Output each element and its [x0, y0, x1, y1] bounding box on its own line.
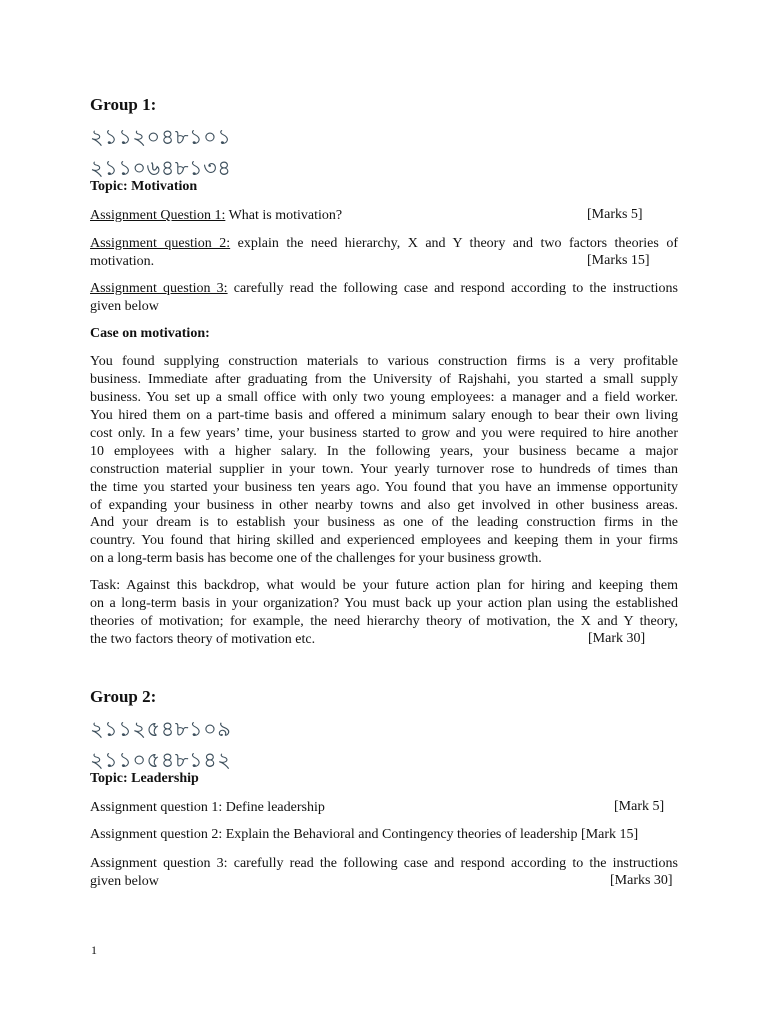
- group-2-question-2: Assignment question 2: Explain the Behavioral and Contingency theories of leadership [Mark 15]: [90, 827, 639, 842]
- group-2-question-3-marks: [Marks 30]: [610, 873, 673, 888]
- case-line: And your dream is to establish your business as one of the leading construction firms in the: [90, 515, 678, 530]
- question-text: What is motivation?: [225, 208, 343, 223]
- question-label: Assignment Question 1:: [90, 208, 226, 223]
- case-line: country. You found that hiring skilled and experienced employees and keeping them in your firms: [90, 533, 678, 548]
- group-1-id-2: ২১১০৬৪৮১৩৪: [90, 156, 232, 180]
- case-line: cost only. In a few years’ time, your business started to grow and you were required to hire another: [90, 426, 678, 441]
- group-1-question-2-line-2: motivation.: [90, 254, 155, 269]
- case-line: construction material supplier in your town. Your yearly turnover rose to hundreds of times than: [90, 462, 678, 477]
- task-line: on a long-term basis in your organization? You must back up your action plan using the established: [90, 596, 678, 611]
- case-line: 10 employees with a higher salary. In the following years, your business became a major: [90, 444, 678, 459]
- case-line: business. You set up a small office with only two young employees: a manager and a field worker.: [90, 390, 678, 405]
- group-1-question-1-marks: [Marks 5]: [587, 207, 643, 222]
- group-2-question-3-line-1: Assignment question 3: carefully read the following case and respond according to the instructions: [90, 856, 678, 871]
- group-1-id-1: ২১১২০৪৮১০১: [90, 125, 232, 149]
- question-text: explain the need hierarchy, X and Y theory and two factors theories of: [230, 236, 678, 251]
- page-number: 1: [91, 943, 97, 957]
- group-1-question-2-marks: [Marks 15]: [587, 253, 650, 268]
- group-1-title: Group 1:: [90, 95, 157, 114]
- case-line: You found supplying construction materials to various construction firms is a very profitable: [90, 354, 678, 369]
- group-1-question-3-line-1: [90, 280, 678, 298]
- group-2-id-1: ২১১২৫৪৮১০৯: [90, 717, 232, 741]
- group-2-topic: Topic: Leadership: [90, 771, 199, 786]
- group-1-question-2-line-1: [90, 235, 678, 253]
- group-2-title: Group 2:: [90, 687, 157, 706]
- task-marks: [Mark 30]: [588, 631, 646, 646]
- case-line: the time you started your business ten years ago. You found that you have an immense opportunity: [90, 480, 678, 495]
- group-2-question-1-marks: [Mark 5]: [614, 799, 665, 814]
- task-line: theories of motivation; for example, the need hierarchy theory of motivation, the X and Y theory,: [90, 614, 678, 629]
- question-label: Assignment question 3:: [90, 281, 228, 296]
- group-1-topic: Topic: Motivation: [90, 179, 198, 194]
- group-2-question-3-line-2: given below: [90, 874, 159, 889]
- case-line: on a long-term basis has become one of the challenges for your business growth.: [90, 551, 542, 566]
- case-line: You hired them on a part-time basis and offered a minimum salary enough to bear their own living: [90, 408, 678, 423]
- question-text: carefully read the following case and respond according to the instructions: [227, 281, 678, 296]
- task-line: Task: Against this backdrop, what would be your future action plan for hiring and keeping them: [90, 578, 678, 593]
- case-line: of expanding your business in other nearby towns and also get involved in other business areas.: [90, 498, 678, 513]
- case-line: business. Immediate after graduating from the University of Rajshahi, you started a small supply: [90, 372, 678, 387]
- group-1-question-3-line-2: given below: [90, 299, 159, 314]
- task-line: the two factors theory of motivation etc.: [90, 632, 316, 647]
- case-heading: Case on motivation:: [90, 326, 210, 341]
- group-2-id-2: ২১১০৫৪৮১৪২: [90, 748, 232, 772]
- question-label: Assignment question 2:: [90, 236, 231, 251]
- group-2-question-1: Assignment question 1: Define leadership: [90, 800, 325, 815]
